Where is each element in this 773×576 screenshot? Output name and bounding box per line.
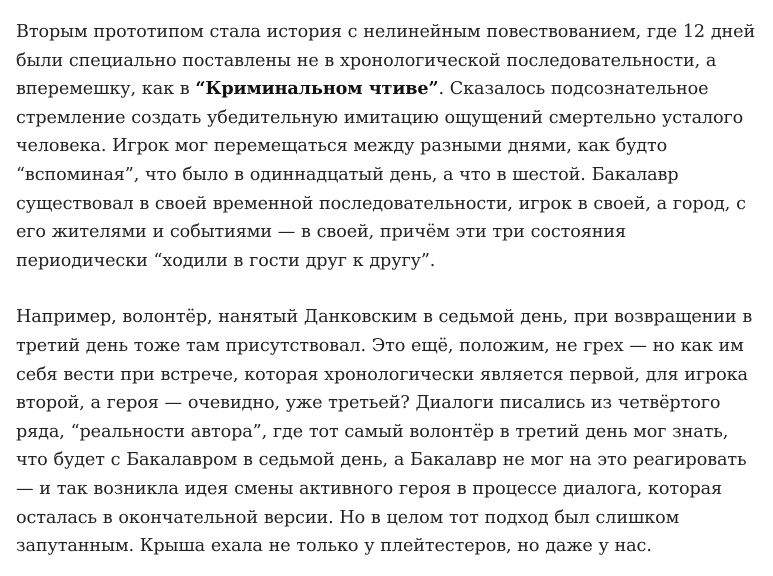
paragraph-1-text-end: . Сказалось подсознательное стремление создать убедительную имитацию ощущений смертельно усталого человека. Игрок мог перемещаться между разными днями, как будто “вспоминая”, что было в одиннадцатый день, а что в шестой. Бакалавр существовал в своей временной последовательности, игрок в своей, а город, с его жителями и событиями — в своей, причём эти три состояния периодически “ходили в гости друг к другу”. [16,79,746,271]
article-body [16,18,761,561]
paragraph-1 [16,18,761,275]
paragraph-1-text-start: Вторым прототипом стала история с нелинейным повествованием, где 12 дней были специально поставлены не в хронологической последовательности, а вперемешку, как в [16,22,756,100]
paragraph-2: Например, волонтёр, нанятый Данковским в седьмой день, при возвращении в третий день тоже там присутствовал. Это ещё, положим, не грех — но как им себя вести при встрече, которая хронологически является первой, для игрока второй, а героя — очевидно, уже третьей? Диалоги писались из четвёртого ряда, “реальности автора”, где тот самый волонтёр в третий день мог знать, что будет с Бакалавром в седьмой день, а Бакалавр не мог на это реагировать — и так возникла идея смены активного героя в процессе диалога, которая осталась в окончательной версии. Но в целом тот подход был слишком запутанным. Крыша ехала не только у плейтестеров, но даже у нас. [16,307,753,557]
film-title-bold: “Криминальном чтиве” [195,78,439,100]
